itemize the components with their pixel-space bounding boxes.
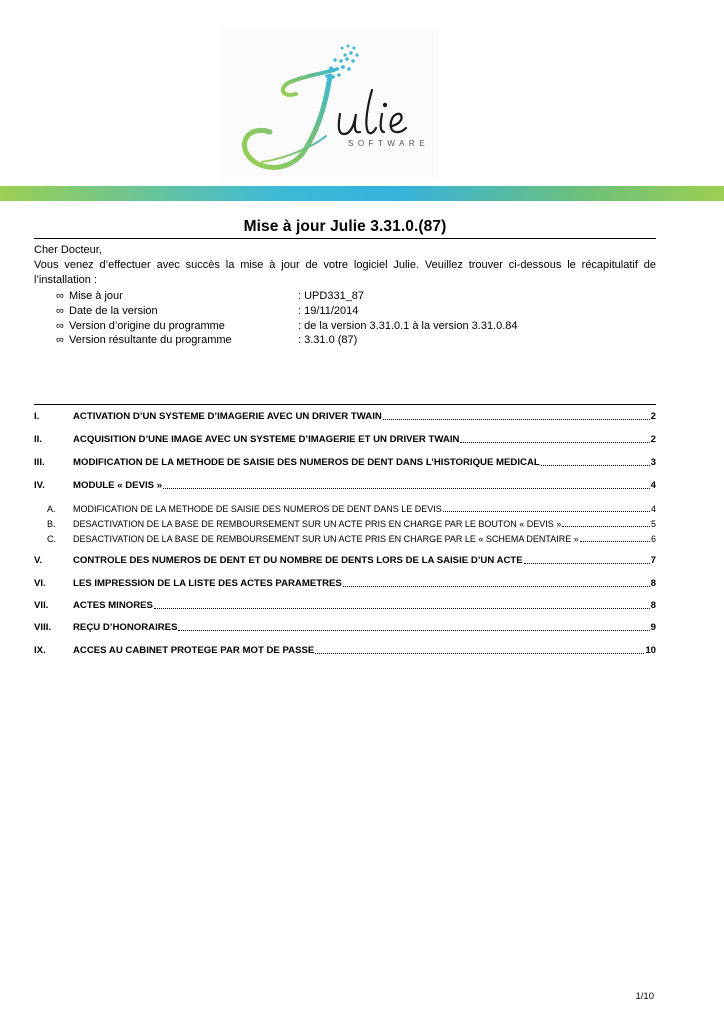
toc-number: III. — [34, 457, 45, 468]
infinity-bullet-icon: ∞ — [56, 304, 64, 317]
toc-title: ACTIVATION D’UN SYSTEME D’IMAGERIE AVEC UN DRIVER TWAIN — [73, 411, 382, 422]
toc-entry-8[interactable] — [34, 622, 656, 633]
toc-entry-3[interactable] — [34, 457, 656, 468]
toc-entry-4a[interactable] — [34, 504, 656, 514]
toc-page: 3 — [650, 457, 656, 468]
install-summary — [56, 289, 616, 348]
toc-page: 8 — [650, 600, 656, 611]
toc-leader — [383, 419, 650, 420]
infinity-bullet-icon: ∞ — [56, 290, 64, 302]
page-number: 1/10 — [635, 991, 654, 1002]
toc-entry-1[interactable] — [34, 411, 656, 422]
toc-title: ACTES MINORES — [73, 600, 153, 611]
toc-leader — [580, 541, 650, 542]
page-title: Mise à jour Julie 3.31.0.(87) — [243, 218, 447, 235]
toc-leader — [315, 653, 644, 654]
toc-page: 6 — [650, 534, 656, 544]
toc-title: MODIFICATION DE LA METHODE DE SAISIE DES NUMEROS DE DENT DANS L’HISTORIQUE MEDICAL — [73, 457, 540, 468]
fact-label: Date de la version — [69, 304, 158, 317]
fact-origin-version — [56, 319, 616, 334]
header-color-band — [0, 186, 724, 201]
toc-number: VII. — [34, 600, 49, 611]
toc-leader — [524, 563, 650, 564]
intro-paragraph: Vous venez d’effectuer avec succès la mise à jour de votre logiciel Julie. Veuillez trouver ci-dessous le récapitulatif de l’installation : — [34, 259, 656, 286]
toc-title: REÇU D’HONORAIRES — [73, 622, 178, 633]
toc-number: VI. — [34, 578, 46, 589]
fact-label: Version d’origine du programme — [69, 319, 225, 332]
toc-number: A. — [47, 504, 56, 514]
toc-entry-7[interactable] — [34, 600, 656, 611]
toc-number: I. — [34, 411, 40, 422]
julie-software-logo — [222, 28, 438, 178]
toc-title: DESACTIVATION DE LA BASE DE REMBOURSEMENT SUR UN ACTE PRIS EN CHARGE PAR LE « SCHEMA DENTAIRE » — [73, 534, 579, 544]
i-dot-icon — [383, 103, 387, 107]
toc-leader — [562, 526, 650, 527]
infinity-bullet-icon: ∞ — [56, 334, 64, 347]
intro-section — [34, 243, 656, 288]
toc-page: 5 — [650, 519, 656, 529]
toc-number: IV. — [34, 480, 45, 491]
toc-number: C. — [47, 534, 56, 544]
toc-page: 4 — [650, 480, 656, 491]
toc-entry-9[interactable] — [34, 645, 656, 656]
toc-page: 2 — [650, 434, 656, 445]
fact-label: Version résultante du programme — [69, 334, 232, 347]
toc-number: B. — [47, 519, 56, 529]
toc-leader — [343, 586, 650, 587]
greeting: Cher Docteur, — [34, 244, 102, 256]
toc-title: CONTROLE DES NUMEROS DE DENT ET DU NOMBRE DE DENTS LORS DE LA SAISIE D’UN ACTE — [73, 555, 523, 566]
toc-leader — [541, 465, 650, 466]
fact-label: Mise à jour — [69, 290, 123, 302]
toc-entry-4b[interactable] — [34, 519, 656, 529]
toc-title: ACQUISITION D’UNE IMAGE AVEC UN SYSTEME D’IMAGERIE ET UN DRIVER TWAIN — [73, 434, 460, 445]
toc-title: MODULE « DEVIS » — [73, 480, 163, 491]
toc-number: IX. — [34, 645, 46, 656]
toc-title: DESACTIVATION DE LA BASE DE REMBOURSEMENT SUR UN ACTE PRIS EN CHARGE PAR LE BOUTON « DEVIS » — [73, 519, 562, 529]
infinity-bullet-icon: ∞ — [56, 319, 64, 332]
fact-value: : 3.31.0 (87) — [298, 334, 358, 347]
toc-number: II. — [34, 434, 42, 445]
toc-divider — [34, 404, 656, 405]
toc-leader — [154, 608, 650, 609]
toc-title: LES IMPRESSION DE LA LISTE DES ACTES PARAMETRES — [73, 578, 342, 589]
toc-page: 10 — [645, 645, 656, 656]
toc-page: 9 — [650, 622, 656, 633]
fact-date — [56, 304, 616, 319]
toc-entry-6[interactable] — [34, 578, 656, 589]
toc-page: 4 — [650, 504, 656, 514]
toc-entry-4c[interactable] — [34, 534, 656, 544]
fact-value: : UPD331_87 — [298, 290, 365, 302]
toc-leader — [460, 442, 649, 443]
fact-value: : de la version 3.31.0.1 à la version 3.31.0.84 — [298, 319, 518, 332]
toc-leader — [443, 511, 650, 512]
toc-number: VIII. — [34, 622, 52, 633]
logo-software-text: SOFTWARE — [348, 139, 430, 148]
fact-value: : 19/11/2014 — [298, 304, 359, 317]
toc-title: ACCES AU CABINET PROTEGE PAR MOT DE PASSE — [73, 645, 315, 656]
toc-page: 8 — [650, 578, 656, 589]
toc-number: V. — [34, 555, 43, 566]
toc-entry-4[interactable] — [34, 480, 656, 491]
toc-title: MODIFICATION DE LA METHODE DE SAISIE DES NUMEROS DE DENT DANS LE DEVIS — [73, 504, 442, 514]
title-divider — [34, 238, 656, 239]
toc-leader — [163, 488, 650, 489]
toc-page: 7 — [650, 555, 656, 566]
toc-entry-5[interactable] — [34, 555, 656, 566]
fact-update — [56, 289, 616, 304]
toc-page: 2 — [650, 411, 656, 422]
fact-result-version — [56, 333, 616, 348]
toc-entry-2[interactable] — [34, 434, 656, 445]
toc-leader — [178, 630, 649, 631]
